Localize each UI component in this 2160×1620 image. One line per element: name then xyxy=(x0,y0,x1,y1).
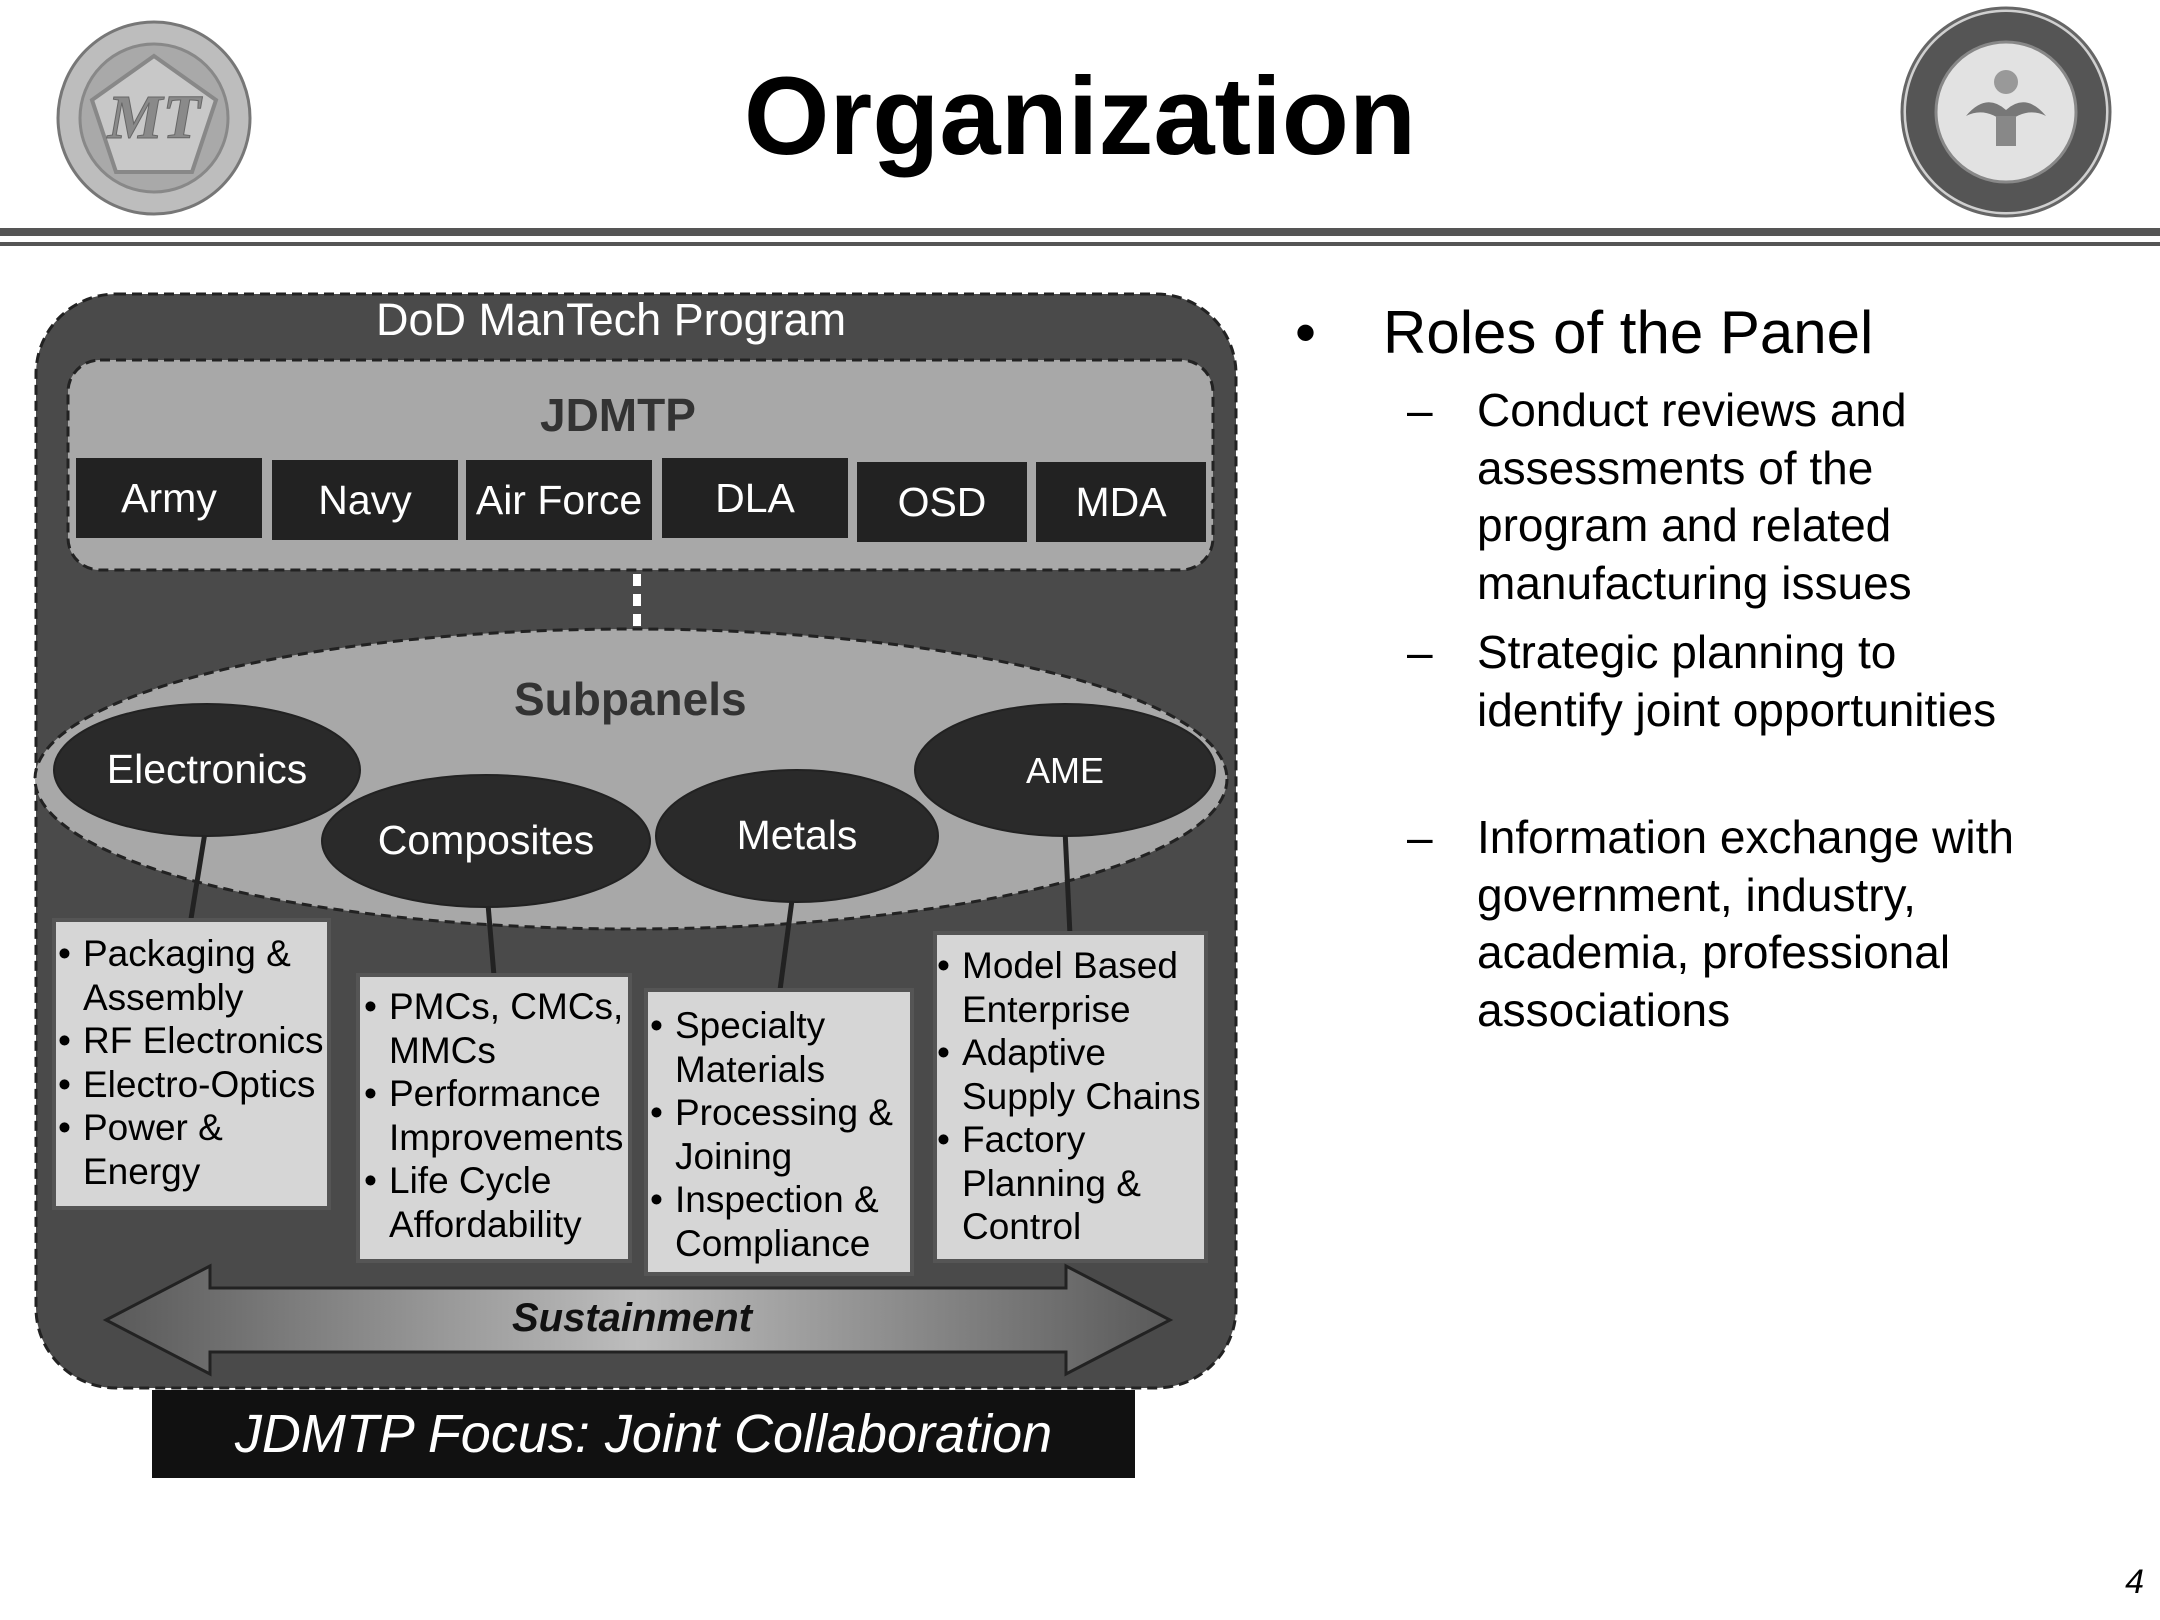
page-number: 4 xyxy=(2125,1563,2144,1601)
dash: – xyxy=(1407,811,1433,863)
dash: – xyxy=(1407,384,1433,436)
list-item: • Power & Energy xyxy=(58,1106,328,1193)
roles-item: Information exchange with government, industry, academia, professional associations xyxy=(1477,811,2014,1036)
focus-banner: JDMTP Focus: Joint Collaboration xyxy=(152,1390,1135,1478)
list-item: • Electro-Optics xyxy=(58,1063,328,1107)
service-mda: MDA xyxy=(1075,479,1167,525)
svg-text:MT: MT xyxy=(107,84,201,152)
service-army: Army xyxy=(121,475,217,521)
subpanel-ame-label: AME xyxy=(1025,750,1104,791)
service-navy: Navy xyxy=(318,477,412,523)
focus-list-ame xyxy=(937,944,1205,1249)
service-air-force: Air Force xyxy=(475,477,643,523)
list-item: • Factory Planning & Control xyxy=(937,1118,1205,1249)
subpanel-composites-label: Composites xyxy=(377,817,595,863)
slide-title: Organization xyxy=(743,55,1417,178)
list-item: • Processing & Joining xyxy=(650,1091,910,1178)
subpanel-electronics-label: Electronics xyxy=(106,746,308,792)
subpanels-label: Subpanels xyxy=(514,673,747,725)
focus-list-composites xyxy=(364,985,630,1246)
roles-title: Roles of the Panel xyxy=(1383,299,1874,366)
roles-item: Conduct reviews and assessments of the program and related manufacturing issues xyxy=(1477,384,1912,609)
list-item: • RF Electronics xyxy=(58,1019,328,1063)
service-osd: OSD xyxy=(897,479,987,525)
focus-list-electronics xyxy=(58,932,328,1193)
list-item: • Inspection & Compliance xyxy=(650,1178,910,1265)
roles-item: Strategic planning to identify joint opportunities xyxy=(1477,626,1997,736)
sustainment-label: Sustainment xyxy=(512,1296,753,1340)
service-dla: DLA xyxy=(715,475,795,521)
program-label: DoD ManTech Program xyxy=(376,294,847,345)
list-item: • Adaptive Supply Chains xyxy=(937,1031,1205,1118)
list-item: • Performance Improvements xyxy=(364,1072,630,1159)
dash: – xyxy=(1407,626,1433,678)
jdmtp-label: JDMTP xyxy=(540,389,696,441)
focus-list-metals xyxy=(650,1004,910,1265)
subpanel-metals-label: Metals xyxy=(736,812,858,858)
list-item: • Specialty Materials xyxy=(650,1004,910,1091)
list-item: • Life Cycle Affordability xyxy=(364,1159,630,1246)
list-item: • Packaging & Assembly xyxy=(58,932,328,1019)
list-item: • PMCs, CMCs, MMCs xyxy=(364,985,630,1072)
bullet: • xyxy=(1295,299,1317,366)
list-item: • Model Based Enterprise xyxy=(937,944,1205,1031)
